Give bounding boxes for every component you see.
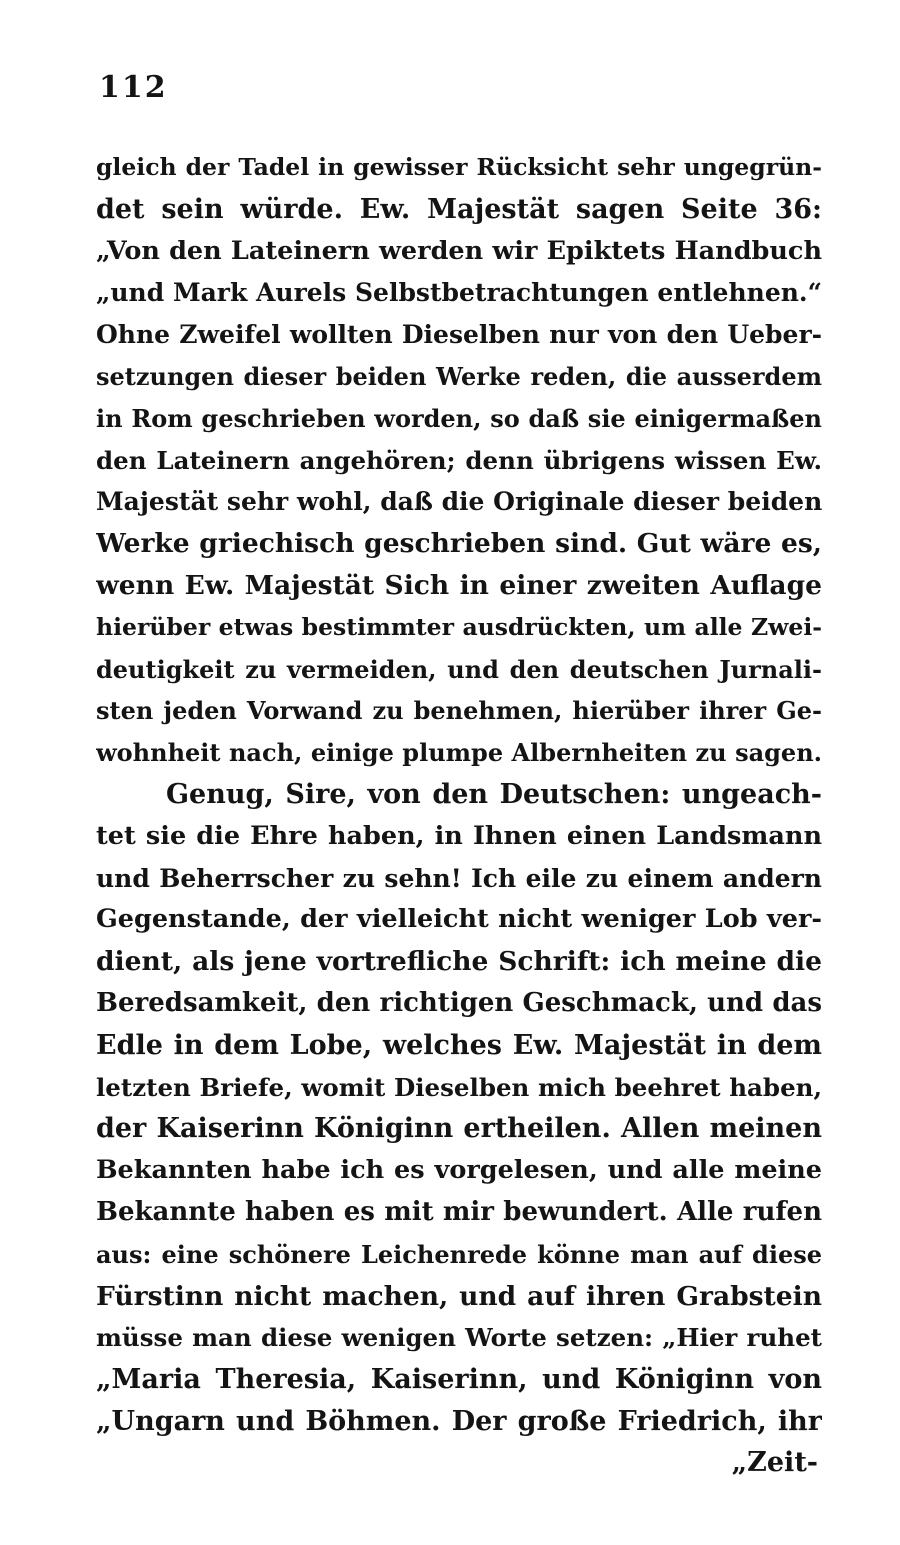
text-line: Bekannten habe ich es vorgelesen, und alle meine: [96, 1155, 822, 1186]
text-line: dient, als jene vortrefliche Schrift: ich meine die: [96, 946, 822, 978]
text-line: hierüber etwas bestimmter ausdrückten, um alle Zwei-: [96, 612, 822, 641]
text-line: Gegenstande, der vielleicht nicht weniger Lob ver-: [96, 904, 822, 935]
text-line: deutigkeit zu vermeiden, und den deutschen Jurnali-: [96, 654, 822, 684]
text-line: wenn Ew. Majestät Sich in einer zweiten Auflage: [96, 569, 822, 601]
text-line: Fürstinn nicht machen, und auf ihren Grabstein: [96, 1280, 822, 1312]
text-line: aus: eine schönere Leichenrede könne man auf diese: [96, 1239, 822, 1269]
text-line: tet sie die Ehre haben, in Ihnen einen Landsmann: [96, 820, 822, 851]
text-line: und Beherrscher zu sehn! Ich eile zu einem andern: [96, 863, 822, 893]
text-line: gleich der Tadel in gewisser Rücksicht sehr ungegrün-: [96, 153, 822, 181]
text-line: den Lateinern angehören; denn übrigens wissen Ew.: [96, 445, 822, 475]
text-line: det sein würde. Ew. Majestät sagen Seite 36:: [96, 193, 822, 225]
text-line: Beredsamkeit, den richtigen Geschmack, und das: [96, 987, 822, 1018]
text-line: in Rom geschrieben worden, so daß sie einigermaßen: [96, 403, 822, 433]
text-line: sten jeden Vorwand zu benehmen, hierüber ihrer Ge-: [96, 696, 822, 726]
text-line: „Von den Lateinern werden wir Epiktets Handbuch: [96, 235, 822, 266]
text-line: Genug, Sire, von den Deutschen: ungeach-: [166, 778, 822, 810]
text-line: „Ungarn und Böhmen. Der große Friedrich, ihr: [96, 1405, 822, 1437]
page-number: 112: [99, 70, 168, 105]
text-line: „Maria Theresia, Kaiserinn, und Königinn von: [96, 1364, 822, 1396]
text-line: Bekannte haben es mit mir bewundert. Alle rufen: [96, 1196, 822, 1227]
text-line: der Kaiserinn Königinn ertheilen. Allen meinen: [96, 1113, 822, 1145]
text-line: setzungen dieser beiden Werke reden, die ausserdem: [96, 361, 822, 391]
text-line: Werke griechisch geschrieben sind. Gut wäre es,: [96, 528, 822, 560]
text-line: „und Mark Aurels Selbstbetrachtungen entlehnen.“: [96, 278, 822, 308]
body-text: [96, 147, 822, 1443]
text-line: müsse man diese wenigen Worte setzen: „Hier ruhet: [96, 1323, 822, 1353]
text-line: wohnheit nach, einige plumpe Albernheiten zu sagen.: [96, 738, 822, 768]
text-line: Ohne Zweifel wollten Dieselben nur von den Ueber-: [96, 320, 822, 350]
text-line: Majestät sehr wohl, daß die Originale dieser beiden: [96, 487, 822, 517]
text-line: Edle in dem Lobe, welches Ew. Majestät in dem: [96, 1029, 822, 1061]
catchword: „Zeit-: [731, 1447, 818, 1478]
text-line: letzten Briefe, womit Dieselben mich beehret haben,: [96, 1072, 822, 1102]
